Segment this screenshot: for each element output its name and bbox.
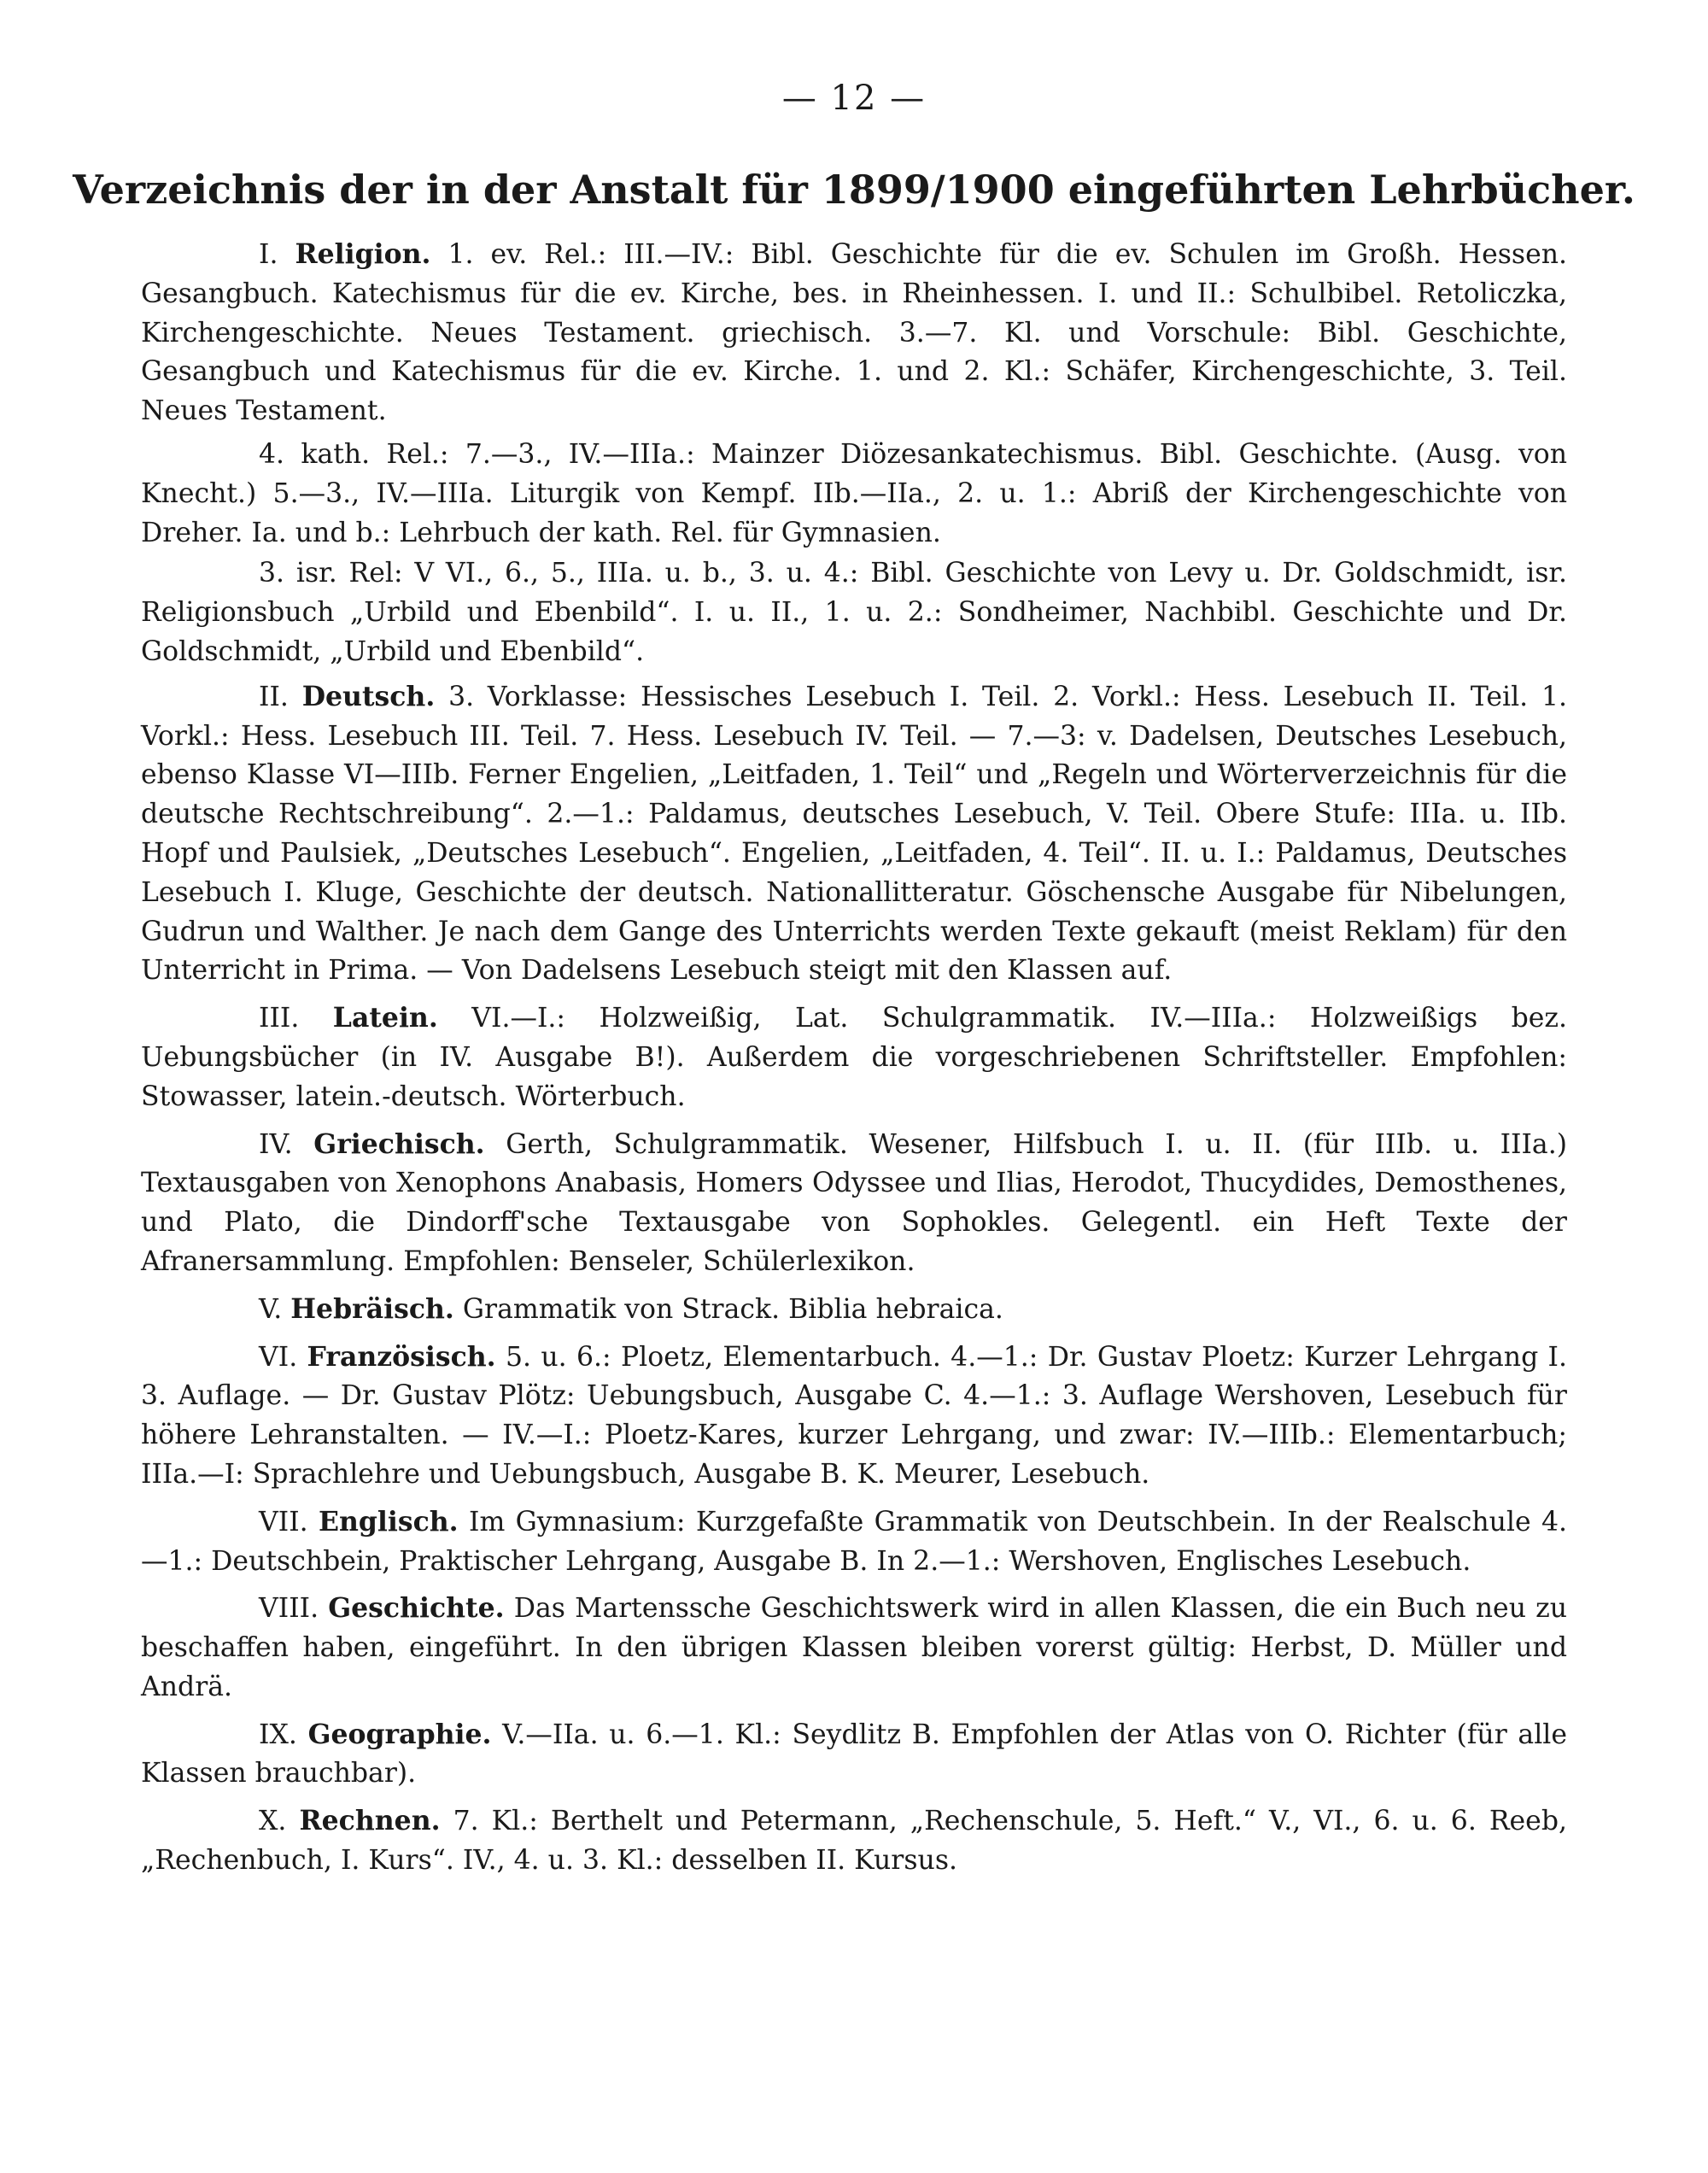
section-subject: Englisch. — [319, 1505, 459, 1538]
section-latein — [141, 999, 1567, 1116]
section-text: Grammatik von Strack. Biblia hebraica. — [462, 1293, 1003, 1325]
page-title: Verzeichnis der in der Anstalt für 1899/1900 eingeführten Lehrbücher. — [73, 167, 1635, 213]
section-number: VII. — [259, 1506, 308, 1538]
section-geographie — [141, 1715, 1567, 1795]
section-religion — [141, 235, 1567, 431]
section-number: IV. — [259, 1128, 293, 1160]
section-number: VIII. — [259, 1593, 319, 1625]
section-religion-israelite — [141, 554, 1567, 671]
section-text: V.—IIa. u. 6.—1. Kl.: Seydlitz B. Empfohlen der Atlas von O. Richter (für alle Klassen brauchbar). — [141, 1719, 1568, 1789]
section-text: 3. isr. Rel: V VI., 6., 5., IIIa. u. b., 3. u. 4.: Bibl. Geschichte von Levy u. Dr. Goldschmidt, isr. Religionsbuch „Urbild und Ebenbild“. I. u. II., 1. u. 2.: Sondheimer, Nachbibl. Geschichte und Dr. Goldschmidt, „Urbild und Ebenbild“. — [141, 558, 1567, 667]
section-number: IX. — [259, 1719, 297, 1750]
section-number: V. — [259, 1293, 283, 1325]
section-text: 1. ev. Rel.: III.—IV.: Bibl. Geschichte für die ev. Schulen im Großh. Hessen. Gesangbuch. Katechismus für die ev. Kirche, bes. in Rheinhessen. I. und II.: Schulbibel. Retoliczka, Kirchengeschichte. Neues Testament. griechisch. 3.—7. Kl. und Vorschule: Bibl. Geschichte, Gesangbuch und Katechismus für die ev. Kirche. 1. und 2. Kl.: Schäfer, Kirchengeschichte, 3. Teil. Neues Testament. — [141, 239, 1568, 427]
page-number: — 12 — — [781, 79, 927, 118]
section-religion-catholic — [141, 436, 1567, 553]
section-rechnen — [141, 1801, 1567, 1881]
section-subject: Deutsch. — [301, 680, 436, 712]
section-subject: Religion. — [295, 238, 431, 270]
section-text: 4. kath. Rel.: 7.—3., IV.—IIIa.: Mainzer Diözesankatechismus. Bibl. Geschichte. (Ausg. von Knecht.) 5.—3., IV.—IIIa. Liturgik von Kempf. IIb.—IIa., 2. u. 1.: Abriß der Kirchengeschichte von Dreher. Ia. und b.: Lehrbuch der kath. Rel. für Gymnasien. — [141, 438, 1567, 548]
section-subject: Hebräisch. — [290, 1292, 454, 1325]
section-number: VI. — [259, 1341, 298, 1373]
section-number: I. — [259, 239, 278, 270]
section-deutsch — [141, 677, 1567, 991]
section-griechisch — [141, 1125, 1567, 1282]
section-subject: Griechisch. — [313, 1128, 485, 1160]
section-text: 3. Vorklasse: Hessisches Lesebuch I. Teil. 2. Vorkl.: Hess. Lesebuch II. Teil. 1. Vorkl.: Hess. Lesebuch III. Teil. 7. Hess. Lesebuch IV. Teil. — 7.—3: v. Dadelsen, Deutsches Lesebuch, ebenso Klasse VI—IIIb. Ferner Engelien, „Leitfaden, 1. Teil“ und „Regeln und Wörterverzeichnis für die deutsche Rechtschreibung“. 2.—1.: Paldamus, deutsches Lesebuch, V. Teil. Obere Stufe: IIIa. u. IIb. Hopf und Paulsiek, „Deutsches Lesebuch“. Engelien, „Leitfaden, 4. Teil“. II. u. I.: Paldamus, Deutsches Lesebuch I. Kluge, Geschichte der deutsch. Nationallitteratur. Göschensche Ausgabe für Nibelungen, Gudrun und Walther. Je nach dem Gange des Unterrichts werden Texte gekauft (meist Reklam) für den Unterricht in Prima. — Von Dadelsens Lesebuch steigt mit den Klassen auf. — [141, 681, 1568, 987]
section-number: III. — [259, 1003, 300, 1034]
section-hebraeisch — [141, 1290, 1567, 1330]
section-subject: Latein. — [332, 1002, 438, 1034]
section-text: 7. Kl.: Berthelt und Petermann, „Rechenschule, 5. Heft.“ V., VI., 6. u. 6. Reeb, „Rechenbuch, I. Kurs“. IV., 4. u. 3. Kl.: desselben II. Kursus. — [141, 1806, 1568, 1877]
section-subject: Geographie. — [307, 1718, 492, 1750]
section-text: Im Gymnasium: Kurzgefaßte Grammatik von Deutschbein. In der Realschule 4.—1.: Deutschbein, Praktischer Lehrgang, Ausgabe B. In 2.—1.: Wershoven, Englisches Lesebuch. — [141, 1506, 1568, 1577]
section-text: 5. u. 6.: Ploetz, Elementarbuch. 4.—1.: Dr. Gustav Ploetz: Kurzer Lehrgang I. 3. Auflage. — Dr. Gustav Plötz: Uebungsbuch, Ausgabe C. 4.—1.: 3. Auflage Wershoven, Lesebuch für höhere Lehranstalten. — IV.—I.: Ploetz-Kares, kurzer Lehrgang, und zwar: IV.—IIIb.: Elementarbuch; IIIa.—I: Sprachlehre und Uebungsbuch, Ausgabe B. K. Meurer, Lesebuch. — [141, 1341, 1568, 1490]
section-franzoesisch — [141, 1338, 1567, 1495]
section-subject: Geschichte. — [328, 1592, 505, 1625]
section-number: X. — [259, 1806, 287, 1837]
section-number: II. — [259, 681, 289, 712]
section-text: Das Martenssche Geschichtswerk wird in allen Klassen, die ein Buch neu zu beschaffen haben, eingeführt. In den übrigen Klassen bleiben vorerst gültig: Herbst, D. Müller und Andrä. — [141, 1593, 1567, 1702]
section-geschichte — [141, 1589, 1567, 1707]
section-subject: Rechnen. — [299, 1805, 441, 1837]
section-text: Gerth, Schulgrammatik. Wesener, Hilfsbuch I. u. II. (für IIIb. u. IIIa.) Textausgaben von Xenophons Anabasis, Homers Odyssee und Ilias, Herodot, Thucydides, Demosthenes, und Plato, die Dindorff'sche Textausgabe von Sophokles. Gelegentl. ein Heft Texte der Afranersammlung. Empfohlen: Benseler, Schülerlexikon. — [141, 1128, 1567, 1277]
section-subject: Französisch. — [307, 1340, 496, 1373]
textbook-list — [141, 235, 1567, 1889]
section-text: VI.—I.: Holzweißig, Lat. Schulgrammatik. IV.—IIIa.: Holzweißigs bez. Uebungsbücher (in IV. Ausgabe B!). Außerdem die vorgeschriebenen Schriftsteller. Empfohlen: Stowasser, latein.-deutsch. Wörterbuch. — [141, 1003, 1567, 1112]
section-englisch — [141, 1502, 1567, 1582]
